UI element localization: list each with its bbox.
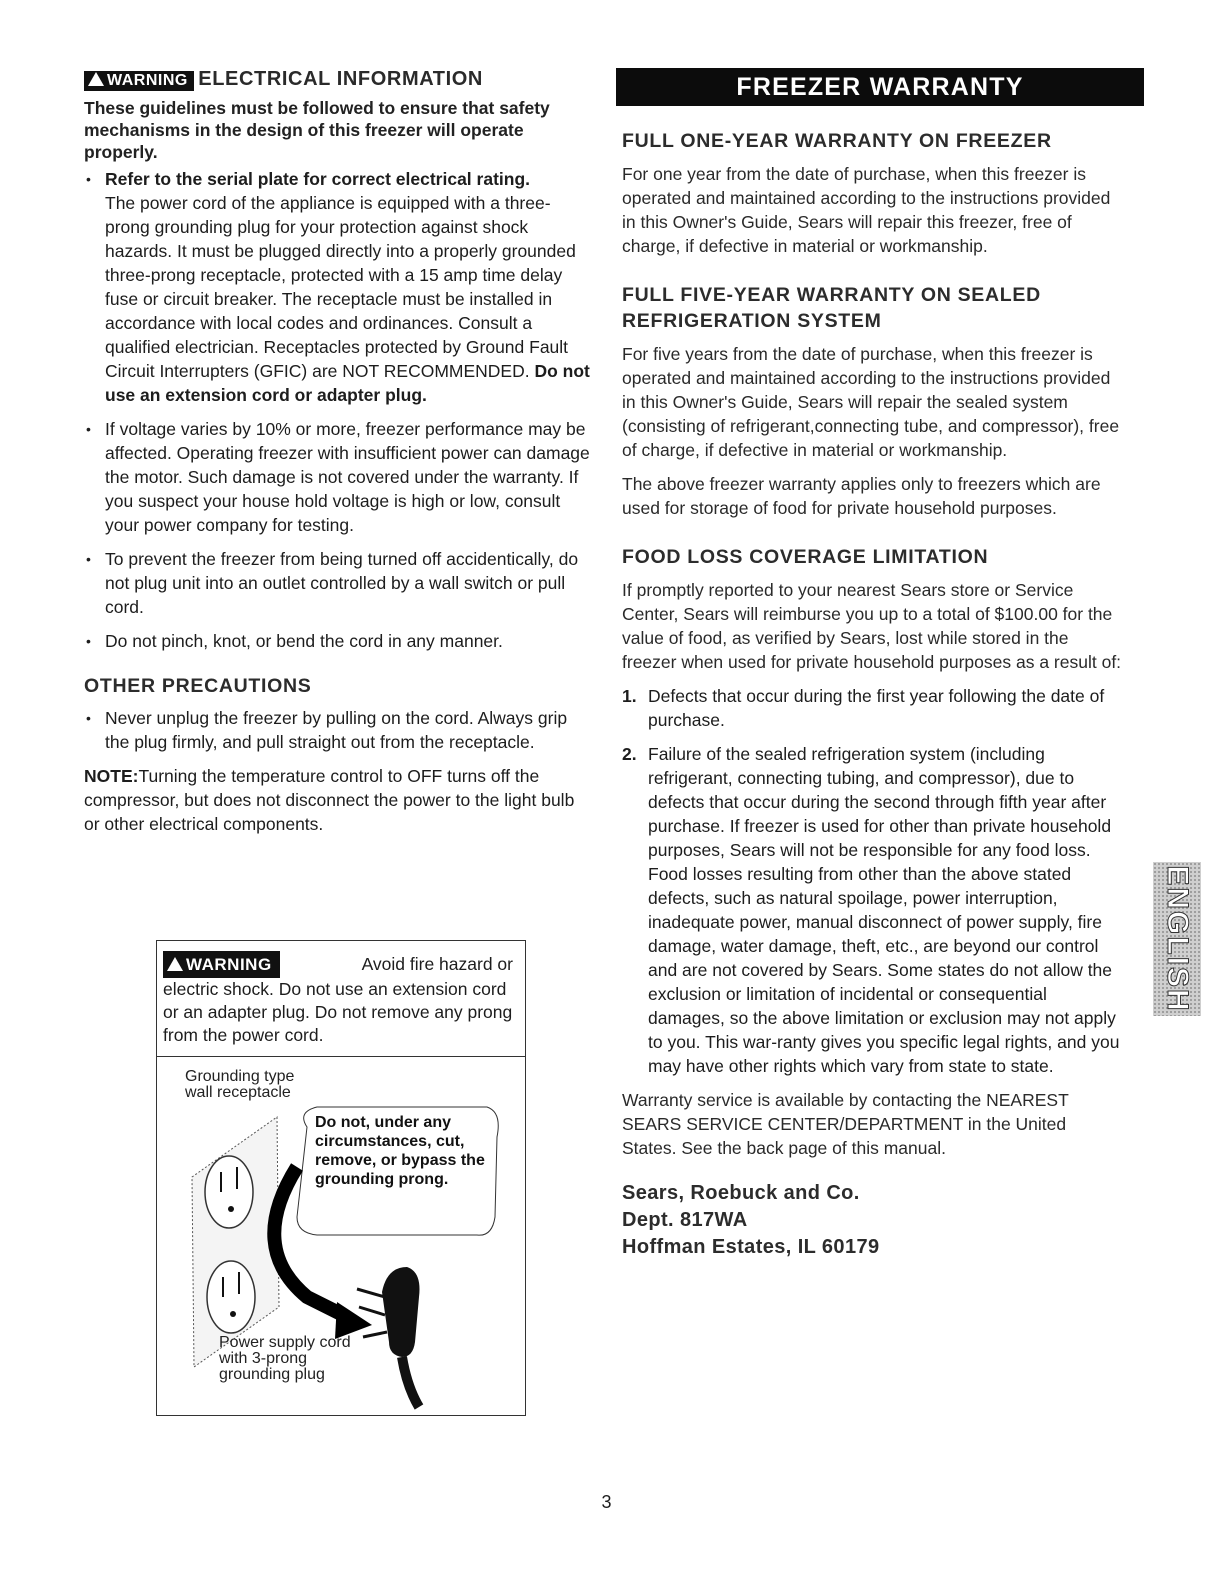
bullet-item [84,417,594,537]
ground-hole-shape [228,1206,234,1212]
five-year-heading: FULL FIVE-YEAR WARRANTY ON SEALED REFRIGERATION SYSTEM [622,284,1041,332]
warning-box [156,940,526,1416]
warning-triangle-icon [167,957,183,971]
note-label: NOTE: [84,766,139,786]
section-title: ELECTRICAL INFORMATION [198,68,483,90]
bullet-text: To prevent the freezer from being turned off accidentically, do not plug unit into an outlet controlled by a wall switch or pull cord. [105,549,579,617]
note-paragraph [84,764,594,836]
bullet-icon: • [86,171,91,187]
address-line: Hoffman Estates, IL 60179 [622,1236,880,1258]
list-text: Defects that occur during the first year following the date of purchase. [648,686,1105,730]
five-year-paragraph: For five years from the date of purchase, when this freezer is operated and maintained according to the instructions provided in this Owner's Guide, Sears will repair the sealed system (consisting of refrigerant,connecting tube, and compressor), free of charge, if defective in material or workmanship. [622,344,1120,460]
bullet-bold: Refer to the serial plate for correct electrical rating. [105,169,531,189]
english-side-tab [1153,862,1201,1016]
plug-prong-shape [359,1307,385,1315]
bullet-icon: • [86,551,91,567]
bullet-item [84,547,594,619]
bullet-item [84,629,594,653]
bullet-item [84,706,594,754]
warning-first-line: Avoid fire hazard or [361,954,513,974]
warning-tag: WARNING [163,951,280,978]
power-cord-label: Power supply cord with 3-prong grounding plug [219,1334,351,1383]
electrical-heading [84,68,594,91]
household-use-paragraph: The above freezer warranty applies only to freezers which are used for storage of food for private household purposes. [622,474,1101,518]
note-text: Turning the temperature control to OFF turns off the compressor, but does not disconnect the power to the light bulb or other electrical components. [84,766,575,834]
warning-triangle-icon [88,72,104,86]
warning-tag: WARNING [84,71,194,91]
plug-body-shape [382,1267,420,1357]
other-precautions-heading: OTHER PRECAUTIONS [84,675,312,697]
address-line: Dept. 817WA [622,1209,748,1231]
upper-outlet-shape [205,1156,253,1228]
bullet-text: Do not pinch, knot, or bend the cord in any manner. [105,631,503,651]
bullet-text: The power cord of the appliance is equipped with a three-prong grounding plug for your protection against shock hazards. It must be plugged directly into a properly grounded three-prong receptacle, protected with a 15 amp time delay fuse or circuit breaker. The receptacle must be installed in accordance with local codes and ordinances. Consult a qualified electrician. Receptacles protected by Ground Fault Circuit Interrupters (GFIC) are NOT RECOMMENDED. [105,193,576,381]
address-line: Sears, Roebuck and Co. [622,1182,860,1204]
lead-paragraph: These guidelines must be followed to ensure that safety mechanisms in the design of this freezer will operate properly. [84,98,550,162]
warranty-service-paragraph: Warranty service is available by contacting the NEAREST SEARS SERVICE CENTER/DEPARTMENT in the United States. See the back page of this manual. [622,1090,1069,1158]
arrow-shape [274,1167,347,1317]
list-item [622,684,1122,732]
list-number: 2. [622,744,637,764]
cord-shape [402,1357,419,1407]
bullet-icon: • [86,633,91,649]
receptacle-label: Grounding type wall receptacle [185,1068,295,1101]
list-number: 1. [622,686,637,706]
food-loss-paragraph: If promptly reported to your nearest Sears store or Service Center, Sears will reimburse you up to a total of $100.00 for the value of food, as verified by Sears, lost while stored in the freezer when used for private household purposes as a result of: [622,580,1122,672]
plug-prong-shape [357,1289,385,1297]
one-year-paragraph: For one year from the date of purchase, when this freezer is operated and maintained according to the instructions provided in this Owner's Guide, Sears will repair this freezer, free of charge, if defective in material or workmanship. [622,164,1111,256]
bullet-text: Never unplug the freezer by pulling on the cord. Always grip the plug firmly, and pull straight out from the receptacle. [105,708,568,752]
grounding-prong-callout: Do not, under any circumstances, cut, remove, or bypass the grounding prong. [315,1114,485,1188]
bullet-text: If voltage varies by 10% or more, freezer performance may be affected. Operating freezer with insufficient power can damage the motor. Such damage is not covered under the warranty. If you suspect your house hold voltage is high or low, consult your power company for testing. [105,419,590,535]
bullet-icon: • [86,421,91,437]
electrical-information-column [84,68,594,836]
grounding-plug-illustration [157,1057,525,1413]
sears-address [622,1180,1122,1261]
warning-rest: electric shock. Do not use an extension cord or an adapter plug. Do not remove any prong from the power cord. [163,979,513,1045]
side-tab-label: ENGLISH [1161,865,1194,1013]
warning-box-text [157,941,525,1057]
freezer-warranty-banner: FREEZER WARRANTY [616,68,1144,106]
ground-hole-shape [230,1311,236,1317]
warranty-column [622,68,1122,1261]
bullet-icon: • [86,710,91,726]
lower-outlet-shape [207,1261,255,1333]
bullet-tail: Do not use an extension cord or adapter plug. [105,361,590,405]
list-item [622,742,1122,1078]
list-text: Failure of the sealed refrigeration system (including refrigerant, connecting tubing, and compressor), due to defects that occur during the second through fifth year after purchase. If freezer is used for other than private household purposes, Sears will not be responsible for any food loss. Food losses resulting from other than the above stated defects, such as natural spoilage, power interruption, inadequate power, manual disconnect of power supply, fire damage, water damage, theft, etc., are beyond our control and are not covered by Sears. Some states do not allow the exclusion or limitation of incidental or consequential damages, so the above limitation or exclusion may not apply to you. This war-ranty gives you specific legal rights, and you may have other rights which vary from state to state. [648,744,1120,1076]
one-year-heading: FULL ONE-YEAR WARRANTY ON FREEZER [622,130,1052,152]
bullet-item [84,167,594,407]
food-loss-heading: FOOD LOSS COVERAGE LIMITATION [622,546,989,568]
page-number: 3 [601,1492,612,1512]
